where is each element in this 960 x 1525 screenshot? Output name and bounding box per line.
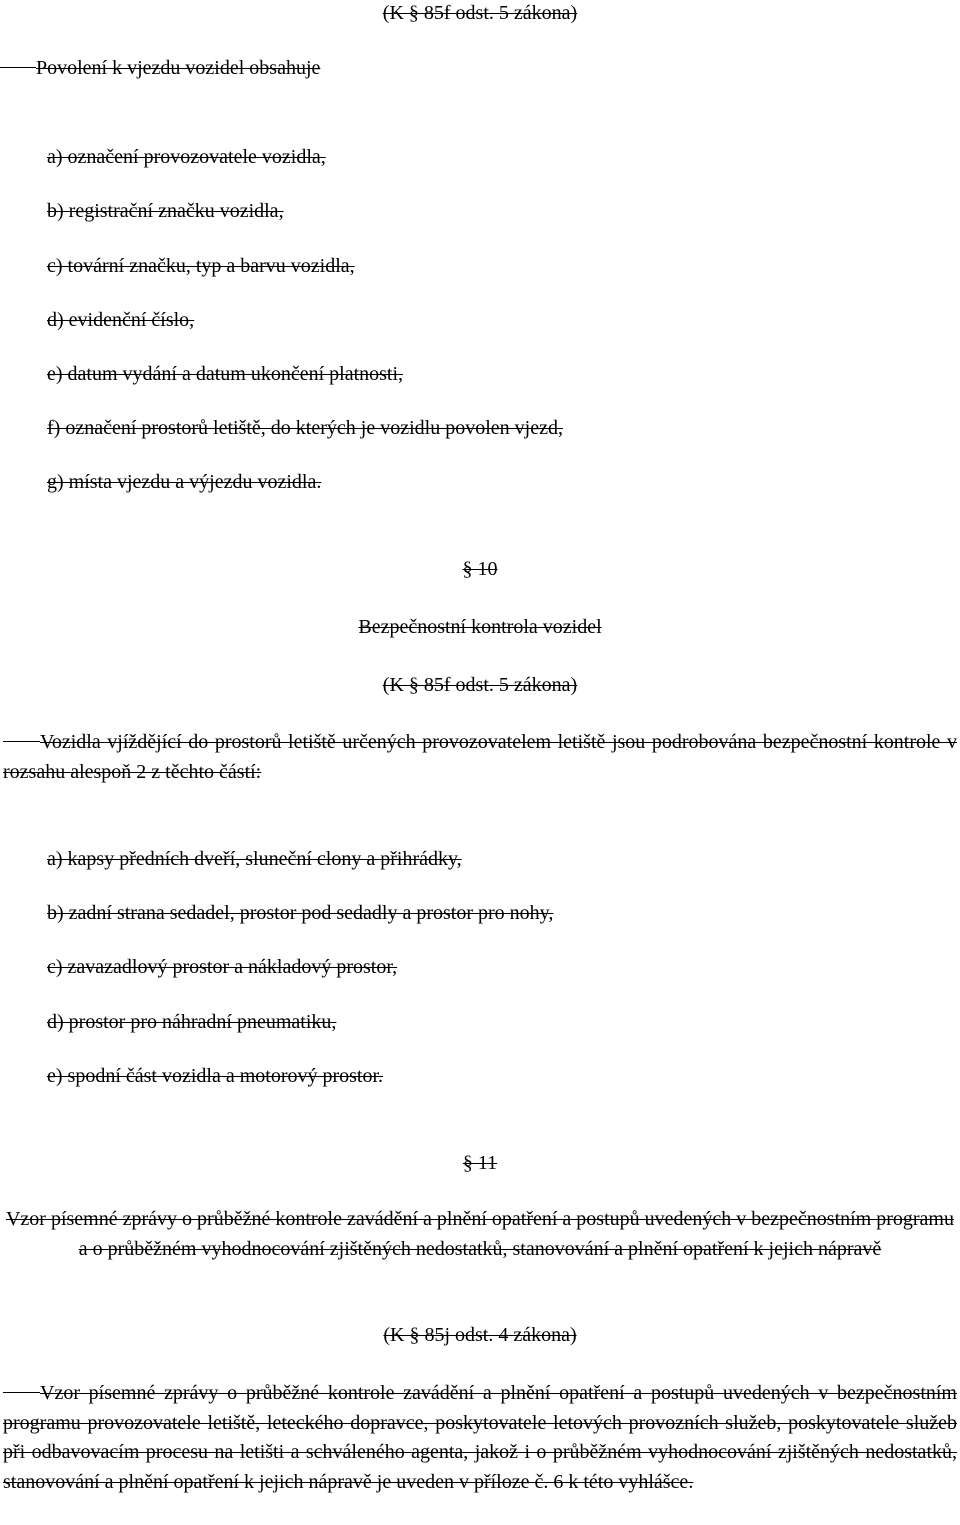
section-11-title bbox=[2, 1205, 958, 1264]
section-11-number: § 11 bbox=[462, 1152, 498, 1174]
section-10-item-d: d) prostor pro náhradní pneumatiku, bbox=[47, 1011, 337, 1033]
section-10-item-a: a) kapsy předních dveří, sluneční clony a přihrádky, bbox=[47, 848, 462, 870]
section-10-item-e: e) spodní část vozidla a motorový prostor. bbox=[47, 1065, 384, 1087]
section-10-citation: (K § 85f odst. 5 zákona) bbox=[382, 674, 578, 696]
indent-rule bbox=[3, 741, 40, 742]
permit-item-a: a) označení provozovatele vozidla, bbox=[47, 146, 326, 168]
permit-item-e: e) datum vydání a datum ukončení platnosti, bbox=[47, 363, 404, 385]
section-11-body-text: Vzor písemné zprávy o průběžné kontrole zavádění a plnění opatření a postupů uvedených v bezpečnostním programu provozovatele letiště, leteckého dopravce, poskytovatele letových provozních služeb, poskytovatele služeb při odbavovacím procesu na letišti a schváleného agenta, jakož i o průběžném vyhodnocování zjištěných nedostatků, stanovování a plnění opatření k jejich nápravě je uveden v příloze č. 6 k této vyhlášce. bbox=[3, 1382, 957, 1493]
indent-rule bbox=[3, 1392, 40, 1393]
section-11-citation: (K § 85j odst. 4 zákona) bbox=[383, 1324, 577, 1346]
section-11-title-text: Vzor písemné zprávy o průběžné kontrole zavádění a plnění opatření a postupů uvedených v bezpečnostním programu a o průběžném vyhodnocování zjištěných nedostatků, stanovování a plnění opatření k jejich nápravě bbox=[5, 1208, 954, 1260]
section-10-item-b: b) zadní strana sedadel, prostor pod sedadly a prostor pro nohy, bbox=[47, 902, 554, 924]
section-10-title: Bezpečnostní kontrola vozidel bbox=[358, 616, 602, 638]
section-11-body bbox=[3, 1379, 957, 1497]
section-10-number: § 10 bbox=[462, 558, 498, 580]
permit-item-c: c) tovární značku, typ a barvu vozidla, bbox=[47, 255, 355, 277]
permit-item-b: b) registrační značku vozidla, bbox=[47, 200, 284, 222]
section-10-intro bbox=[3, 728, 957, 787]
permit-item-f: f) označení prostorů letiště, do kterých je vozidlu povolen vjezd, bbox=[47, 417, 563, 439]
section-10-item-c: c) zavazadlový prostor a nákladový prostor, bbox=[47, 956, 398, 978]
section-10-intro-text: Vozidla vjíždějící do prostorů letiště určených provozovatelem letiště jsou podrobována bezpečnostní kontrole v rozsahu alespoň 2 z těchto částí: bbox=[3, 731, 957, 783]
permit-intro-text: Povolení k vjezdu vozidel obsahuje bbox=[36, 57, 321, 79]
top-citation: (K § 85f odst. 5 zákona) bbox=[382, 2, 578, 24]
permit-item-g: g) místa vjezdu a výjezdu vozidla. bbox=[47, 471, 322, 493]
indent-rule bbox=[0, 67, 36, 68]
permit-item-d: d) evidenční číslo, bbox=[47, 309, 195, 331]
permit-intro bbox=[0, 58, 320, 78]
